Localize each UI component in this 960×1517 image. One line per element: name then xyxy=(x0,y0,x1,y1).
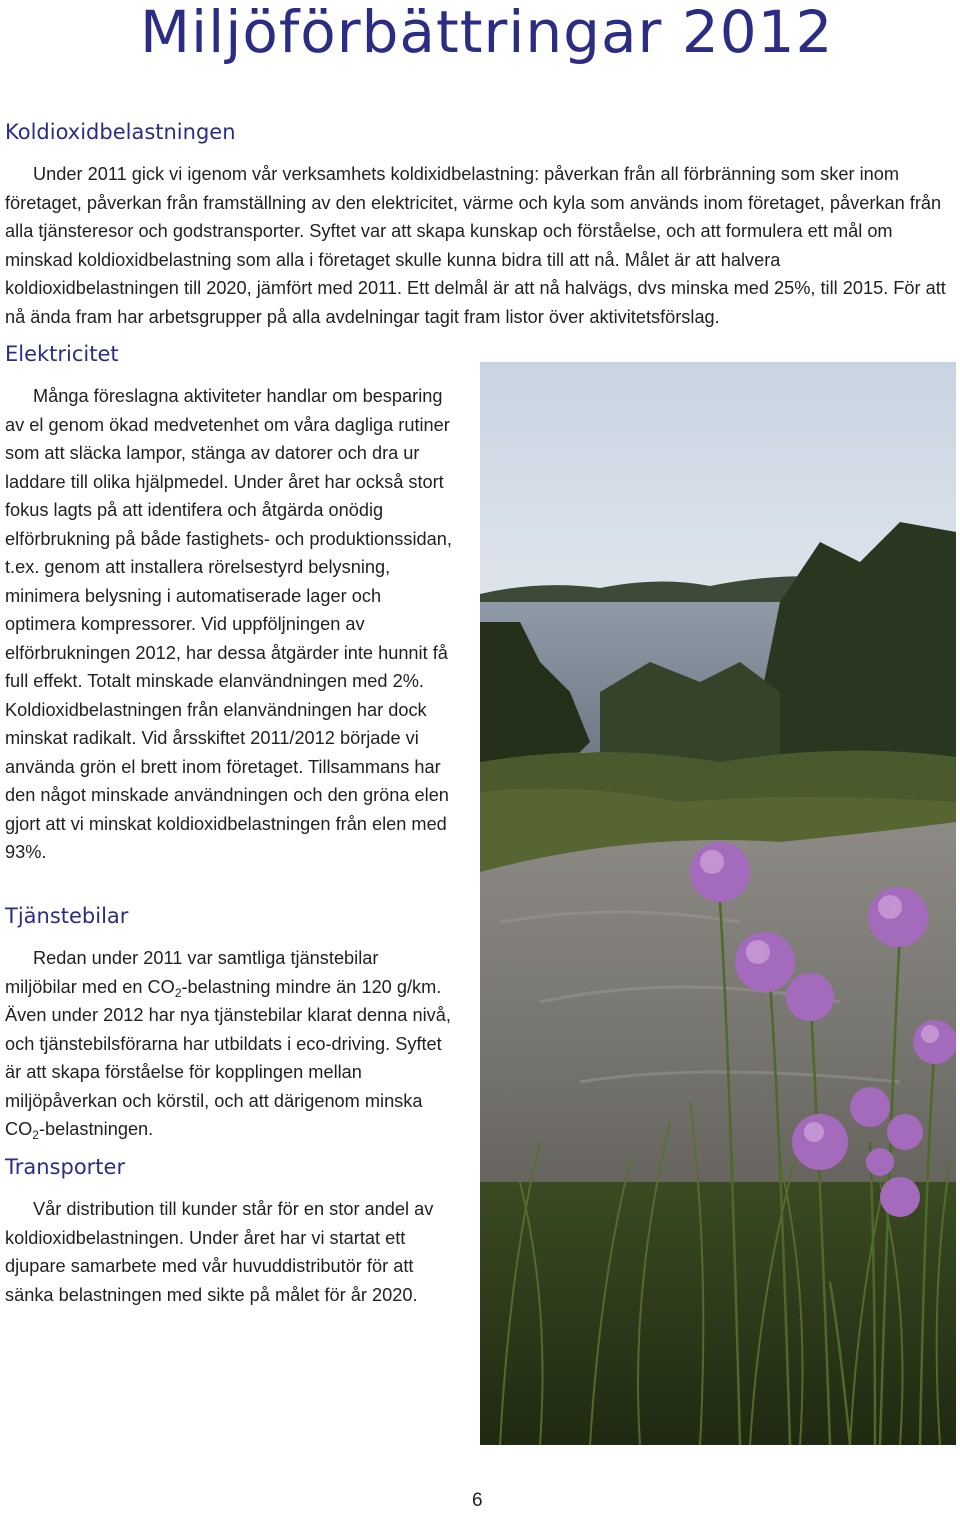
tjanstebilar-text-1: Redan under 2011 var samtliga tjänstebilar miljöbilar med en CO xyxy=(5,948,379,997)
paragraph-transporter xyxy=(5,1195,453,1309)
page-title: Miljöförbättringar 2012 xyxy=(140,0,834,66)
nature-photo xyxy=(480,362,956,1445)
heading-koldioxidbelastningen: Koldioxidbelastningen xyxy=(5,120,236,144)
heading-transporter: Transporter xyxy=(5,1155,126,1179)
transporter-text: Vår distribution till kunder står för en stor andel av koldioxidbelastningen. Under året har vi startat ett djupare samarbete med vår huvuddistributör för att sänka belastningen med sikte på målet för år 2020. xyxy=(5,1199,434,1305)
tjanstebilar-text-3: -belastningen. xyxy=(38,1119,154,1139)
heading-elektricitet: Elektricitet xyxy=(5,342,119,366)
tjanstebilar-text-2: -belastning mindre än 120 g/km. Även under 2012 har nya tjänstebilar klarat denna nivå, och tjänstebilsförarna har utbildats i eco-driving. Syftet är att skapa förståelse för kopplingen mellan miljöpåverkan och körstil, och att därigenom minska CO xyxy=(5,976,451,1139)
co2-subscript: 2 xyxy=(32,1128,39,1142)
page-number: 6 xyxy=(472,1490,483,1511)
paragraph-koldioxidbelastningen xyxy=(5,160,955,331)
heading-tjanstebilar: Tjänstebilar xyxy=(5,904,129,928)
paragraph-elektricitet xyxy=(5,382,453,867)
co2-subscript: 2 xyxy=(174,985,182,1000)
elektricitet-text: Många föreslagna aktiviteter handlar om besparing av el genom ökad medvetenhet om våra dagliga rutiner som att släcka lampor, stänga av datorer och dra ur laddare till olika hjälpmedel. Under året har också stort fokus lagts på att identifera och åtgärda onödig elförbrukning på både fastighets- och produktionssidan, t.ex. genom att installera rörelsestyrd belysning, minimera belysning i automatiserade lager och optimera kompressorer. Vid uppföljningen av elförbrukningen 2012, har dessa åtgärder inte hunnit få full effekt. Totalt minskade elanvändningen med 2%. Koldioxidbelastningen från elanvändningen har dock minskat radikalt. Vid årsskiftet 2011/2012 började vi använda grön el brett inom företaget. Tillsammans har den något minskade användningen och den gröna elen gjort att vi minskat koldioxidbelastningen från elen med 93%. xyxy=(5,386,452,862)
paragraph-tjanstebilar xyxy=(5,944,453,1144)
koldioxid-text: Under 2011 gick vi igenom vår verksamhets koldixidbelastning: påverkan från all förbränning som sker inom företaget, påverkan från framställning av den elektricitet, värme och kyla som används inom företaget, påverkan från alla tjänsteresor och godstransporter. Syftet var att skapa kunskap och förståelse, och att formulera ett mål om minskad koldioxidbelastning som alla i företaget skulle kunna bidra till att nå. Målet är att halvera koldioxidbelastningen till 2020, jämfört med 2011. Ett delmål är att nå halvägs, dvs minska med 25%, till 2015. För att nå ända fram har arbetsgrupper på alla avdelningar tagit fram listor över aktivitetsförslag. xyxy=(5,164,946,327)
